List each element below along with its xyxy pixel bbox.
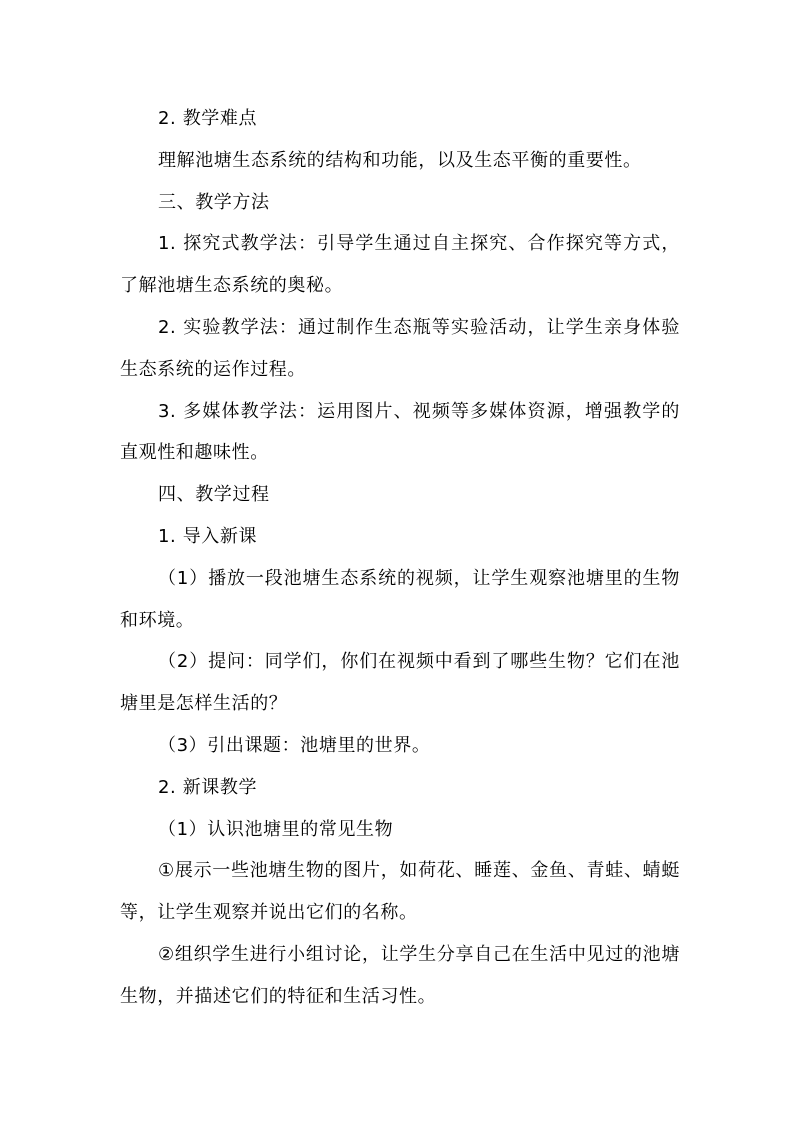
paragraph-intro-topic: （3）引出课题：池塘里的世界。 [158,734,431,756]
subheading-teaching-difficulty: 2. 教学难点 [158,108,258,129]
paragraph-recognize-organisms: （1）认识池塘里的常见生物 [158,818,394,840]
heading-teaching-methods: 三、教学方法 [158,191,270,213]
paragraph-intro-question: （2）提问：同学们，你们在视频中看到了哪些生物？它们在池塘里是怎样生活的？ [120,651,680,715]
subheading-new-lesson: 2. 新课教学 [158,776,258,798]
subheading-introduction: 1. 导入新课 [158,525,258,547]
paragraph-group-discussion: ②组织学生进行小组讨论，让学生分享自己在生活中见过的池塘生物，并描述它们的特征和生活习性。 [120,943,680,1007]
paragraph-intro-video: （1）播放一段池塘生态系统的视频，让学生观察池塘里的生物和环境。 [120,567,680,631]
paragraph-difficulty-text: 理解池塘生态系统的结构和功能，以及生态平衡的重要性。 [158,149,642,171]
heading-teaching-process: 四、教学过程 [158,484,270,506]
paragraph-method-experiment: 2. 实验教学法：通过制作生态瓶等实验活动，让学生亲身体验生态系统的运作过程。 [120,316,680,380]
paragraph-method-multimedia: 3. 多媒体教学法：运用图片、视频等多媒体资源，增强教学的直观性和趣味性。 [120,400,680,464]
paragraph-show-pictures: ①展示一些池塘生物的图片，如荷花、睡莲、金鱼、青蛙、蜻蜓等，让学生观察并说出它们的名称。 [120,860,680,924]
document-body [120,98,680,1018]
paragraph-method-inquiry: 1. 探究式教学法：引导学生通过自主探究、合作探究等方式，了解池塘生态系统的奥秘。 [120,233,680,297]
